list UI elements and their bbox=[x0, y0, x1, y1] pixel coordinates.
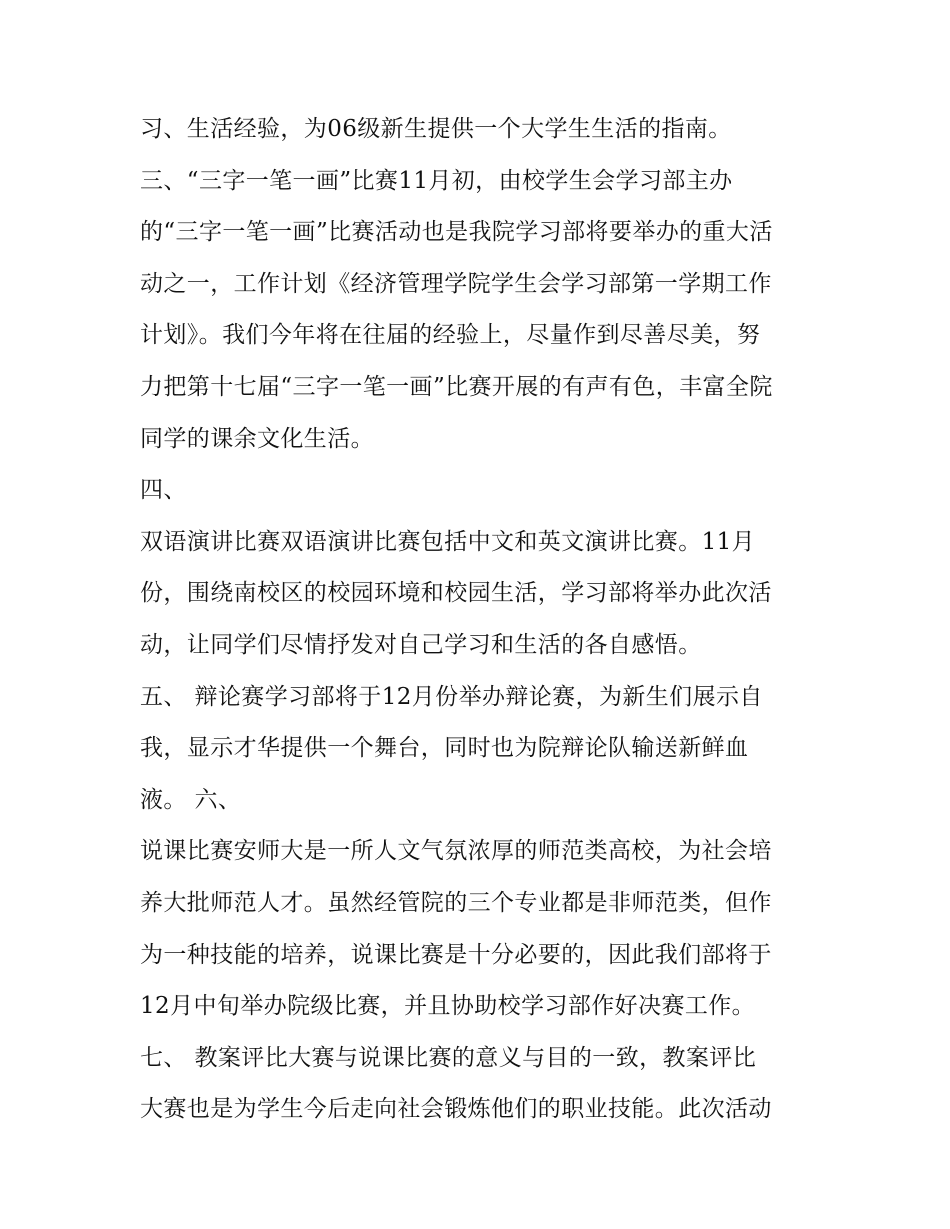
text-line: 大赛也是为学生今后走向社会锻炼他们的职业技能。此次活动 bbox=[140, 1096, 772, 1123]
text-line: 份，围绕南校区的校园环境和校园生活，学习部将举办此次活 bbox=[140, 580, 772, 607]
text-line: 三、“三字一笔一画”比赛11月初，由校学生会学习部主办 bbox=[140, 167, 733, 194]
text-line: 动，让同学们尽情抒发对自己学习和生活的各自感悟。 bbox=[140, 631, 702, 658]
text-line: 为一种技能的培养，说课比赛是十分必要的，因此我们部将于 bbox=[140, 941, 772, 968]
text-line: 说课比赛安师大是一所人文气氛浓厚的师范类高校，为社会培 bbox=[140, 838, 772, 865]
text-line: 四、 bbox=[140, 477, 187, 504]
text-line: 同学的课余文化生活。 bbox=[140, 425, 374, 452]
text-line: 力把第十七届“三字一笔一画”比赛开展的有声有色，丰富全院 bbox=[140, 373, 773, 400]
text-line: 养大批师范人才。虽然经管院的三个专业都是非师范类，但作 bbox=[140, 889, 772, 916]
text-line: 双语演讲比赛双语演讲比赛包括中文和英文演讲比赛。11月 bbox=[140, 528, 756, 555]
text-line: 计划》。我们今年将在往届的经验上，尽量作到尽善尽美，努 bbox=[140, 322, 761, 349]
text-line: 动之一，工作计划《经济管理学院学生会学习部第一学期工作 bbox=[140, 270, 772, 297]
document-body bbox=[140, 104, 820, 1136]
text-line: 五、 辩论赛学习部将于12月份举办辩论赛，为新生们展示自 bbox=[140, 683, 763, 710]
text-line: 七、 教案评比大赛与说课比赛的意义与目的一致，教案评比 bbox=[140, 1044, 757, 1071]
text-line: 12月中旬举办院级比赛，并且协助校学习部作好决赛工作。 bbox=[140, 993, 756, 1020]
text-line: 液。 六、 bbox=[140, 786, 242, 813]
text-line: 习、生活经验，为06级新生提供一个大学生生活的指南。 bbox=[140, 116, 732, 142]
text-line: 我，显示才华提供一个舞台，同时也为院辩论队输送新鲜血 bbox=[140, 735, 749, 762]
text-line: 的“三字一笔一画”比赛活动也是我院学习部将要举办的重大活 bbox=[140, 219, 773, 246]
